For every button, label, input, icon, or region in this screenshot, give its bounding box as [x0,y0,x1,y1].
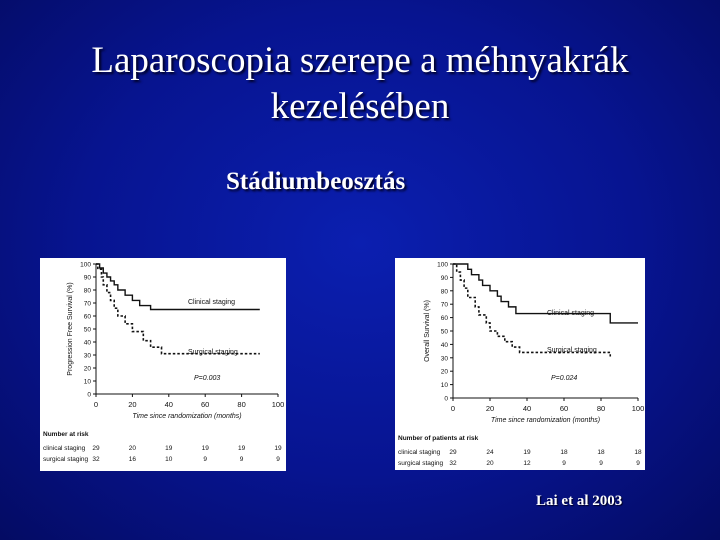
y-tick-label: 50 [440,328,448,336]
x-tick-label: 20 [128,400,137,409]
os-chart-panel [395,258,645,470]
citation: Lai et al 2003 [536,493,623,509]
y-tick-label: 90 [440,274,448,282]
risk-cell: 19 [237,445,246,452]
risk-cell: 10 [165,456,173,463]
risk-cell: 9 [239,456,244,463]
series-label: Clinical staging [547,310,595,317]
y-axis-label: Overall Survival (%) [424,300,431,362]
series-label: Clinical staging [188,299,236,306]
y-tick-label: 20 [83,365,91,373]
risk-cell: 9 [562,460,566,467]
y-tick-label: 0 [444,395,448,403]
y-tick-label: 60 [83,313,91,321]
y-tick-label: 90 [83,274,91,282]
y-tick-label: 50 [83,326,91,334]
risk-cell: 19 [165,445,173,452]
risk-row-label: surgical staging [43,456,89,463]
risk-row-label: surgical staging [398,460,444,467]
risk-row-label: clinical staging [398,449,441,456]
risk-cell: 20 [128,445,137,452]
p-value: P=0.003 [194,375,221,382]
risk-row-label: clinical staging [43,445,86,452]
y-tick-label: 100 [437,261,448,269]
x-axis-label: Time since randomization (months) [490,417,601,424]
risk-cell: 20 [486,460,494,467]
pfs-chart-panel [40,258,286,471]
x-tick-label: 40 [522,404,532,413]
x-tick-label: 60 [559,404,569,413]
risk-cell: 19 [274,445,282,452]
y-tick-label: 60 [440,315,448,323]
risk-cell: 9 [636,460,640,467]
x-tick-label: 100 [271,400,285,409]
risk-cell: 32 [92,456,100,463]
slide-title-line1: Laparoscopia szerepe a méhnyakrák [91,40,629,81]
x-tick-label: 80 [596,404,606,413]
risk-cell: 32 [449,460,457,467]
y-tick-label: 20 [440,368,448,376]
risk-cell: 9 [203,456,208,463]
risk-cell: 18 [560,449,568,456]
x-tick-label: 40 [164,400,173,409]
clinical-staging-curve [453,264,638,323]
risk-cell: 9 [599,460,603,467]
series-label: Surgical staging [547,347,597,354]
km-chart-svg [395,258,645,470]
x-tick-label: 20 [485,404,495,413]
p-value: P=0.024 [551,375,578,382]
y-axis-label: Progression Free Survival (%) [67,282,74,376]
x-axis-label: Time since randomization (months) [132,413,242,420]
y-tick-label: 40 [83,339,91,347]
y-tick-label: 30 [83,352,91,360]
y-tick-label: 40 [440,341,448,349]
risk-cell: 29 [92,445,100,452]
x-tick-label: 60 [201,400,210,409]
y-tick-label: 80 [83,287,91,295]
y-tick-label: 0 [87,391,91,399]
risk-cell: 16 [128,456,137,463]
risk-cell: 29 [449,449,457,456]
series-label: Surgical staging [188,349,238,356]
risk-cell: 9 [276,456,280,463]
risk-cell: 18 [634,449,642,456]
x-tick-label: 100 [631,404,645,413]
risk-cell: 19 [201,445,209,452]
clinical-staging-curve [96,264,260,310]
risk-table-title: Number at risk [43,431,89,438]
x-tick-label: 80 [237,400,246,409]
slide-title [20,38,700,130]
risk-table-title: Number of patients at risk [398,435,479,442]
x-tick-label: 0 [450,404,456,413]
y-tick-label: 30 [440,355,448,363]
x-tick-label: 0 [93,400,99,409]
y-tick-label: 10 [83,378,91,386]
slide-subtitle: Stádiumbeosztás [226,168,406,195]
risk-cell: 24 [486,449,494,456]
slide-title-line2: kezelésében [270,86,450,127]
y-tick-label: 80 [440,288,448,296]
y-tick-label: 70 [83,300,91,308]
y-tick-label: 100 [80,261,91,269]
risk-cell: 12 [523,460,531,467]
risk-cell: 19 [523,449,531,456]
y-tick-label: 70 [440,301,448,309]
km-chart-svg [40,258,286,471]
risk-cell: 18 [597,449,605,456]
y-tick-label: 10 [440,382,448,390]
